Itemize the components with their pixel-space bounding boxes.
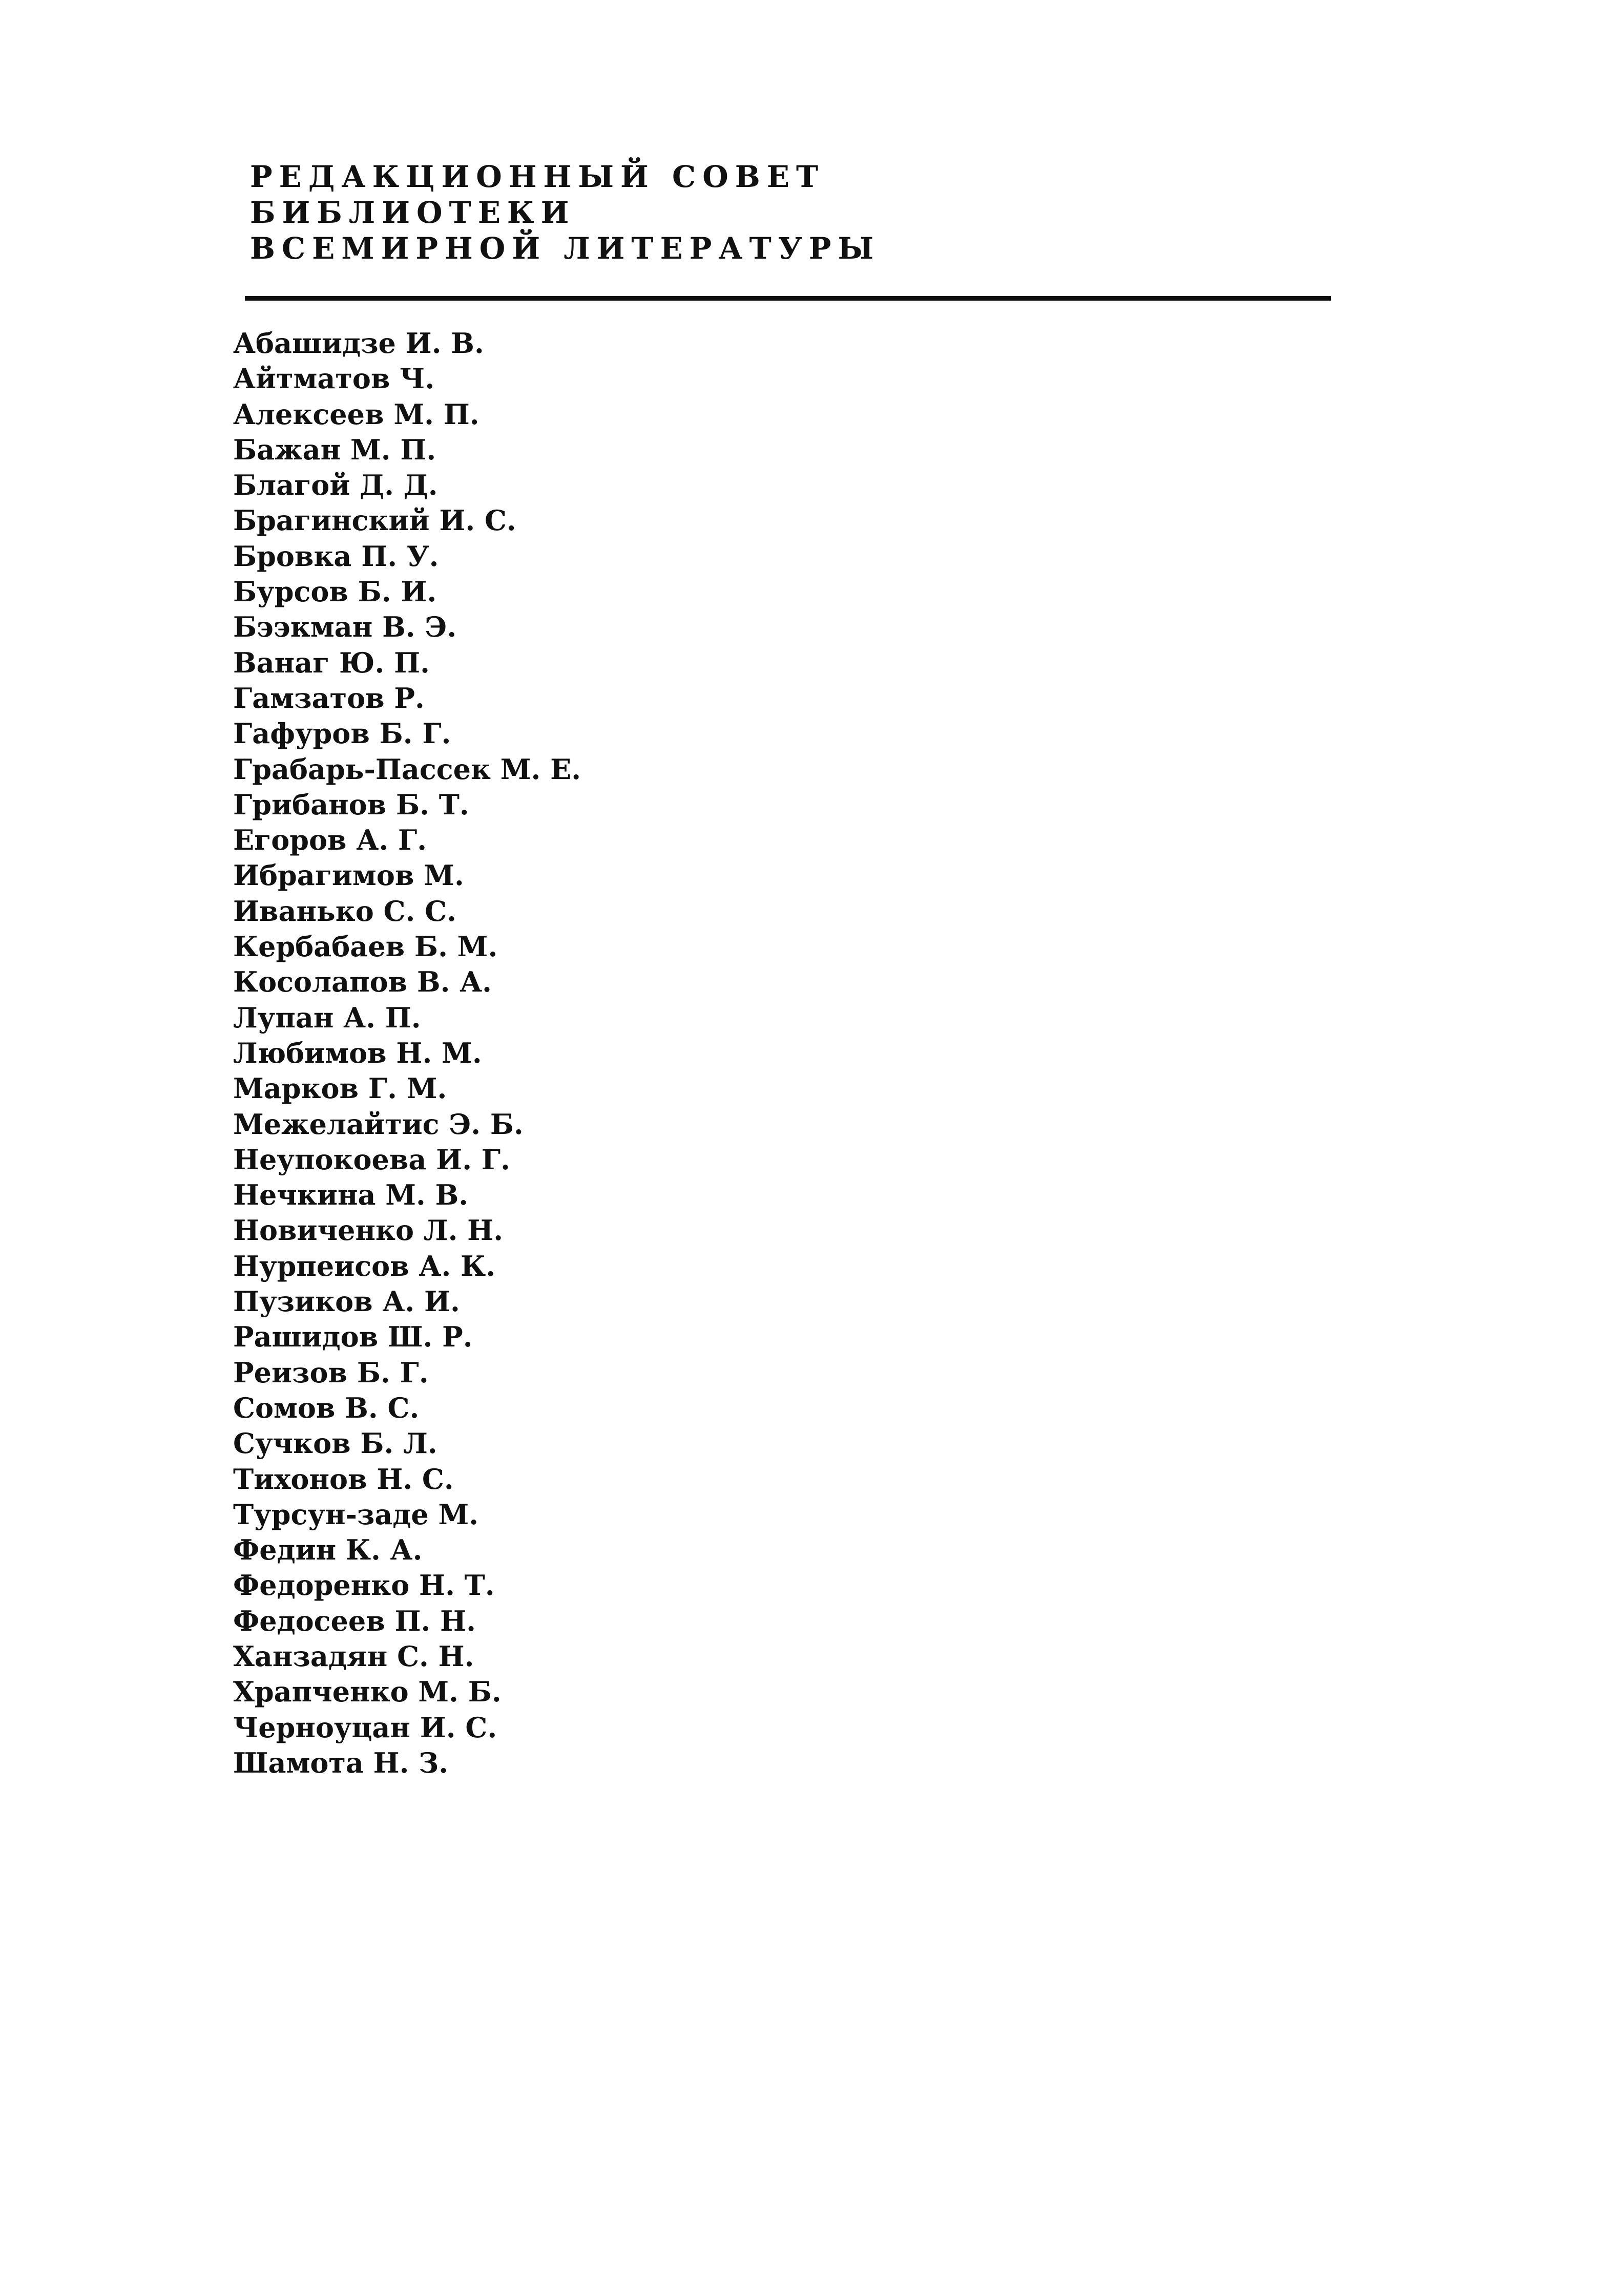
list-item: Турсун-заде М. (233, 1498, 479, 1531)
list-item: Иванько С. С. (233, 894, 456, 928)
page-heading (250, 159, 1326, 266)
list-item: Нурпеисов А. К. (233, 1249, 495, 1282)
list-item: Егоров А. Г. (233, 824, 427, 857)
list-item: Абашидзе И. В. (233, 327, 484, 360)
list-item: Ибрагимов М. (233, 859, 464, 892)
list-item: Храпченко М. Б. (233, 1675, 502, 1709)
list-item: Любимов Н. М. (233, 1036, 482, 1069)
heading-divider (245, 296, 1331, 301)
list-item: Шамота Н. З. (233, 1746, 449, 1779)
list-item: Марков Г. М. (233, 1072, 447, 1105)
list-item: Бровка П. У. (233, 539, 439, 573)
list-item: Гафуров Б. Г. (233, 717, 451, 750)
list-item: Сучков Б. Л. (233, 1427, 437, 1460)
list-item: Реизов Б. Г. (233, 1356, 429, 1389)
list-item: Тихонов Н. С. (233, 1462, 454, 1495)
list-item: Сомов В. С. (233, 1391, 420, 1424)
list-item: Бажан М. П. (233, 433, 436, 466)
list-item: Бурсов Б. И. (233, 575, 437, 608)
list-item: Брагинский И. С. (233, 504, 516, 537)
member-list (233, 326, 1053, 1781)
list-item: Благой Д. Д. (233, 469, 438, 502)
list-item: Неупокоева И. Г. (233, 1143, 510, 1176)
heading-line-1: РЕДАКЦИОННЫЙ СОВЕТ (250, 159, 825, 194)
list-item: Рашидов Ш. Р. (233, 1320, 473, 1354)
list-item: Межелайтис Э. Б. (233, 1107, 524, 1141)
list-item: Грибанов Б. Т. (233, 788, 469, 821)
list-item: Косолапов В. А. (233, 965, 492, 999)
list-item: Бээкман В. Э. (233, 610, 457, 644)
list-item: Лупан А. П. (233, 1001, 421, 1034)
list-item: Грабарь-Пассек М. Е. (233, 752, 581, 786)
list-item: Ханзадян С. Н. (233, 1639, 474, 1673)
list-item: Федосеев П. Н. (233, 1604, 476, 1637)
list-item: Новиченко Л. Н. (233, 1214, 504, 1247)
list-item: Федоренко Н. Т. (233, 1569, 495, 1602)
list-item: Гамзатов Р. (233, 681, 425, 714)
list-item: Нечкина М. В. (233, 1178, 469, 1212)
list-item: Айтматов Ч. (233, 362, 435, 395)
list-item: Федин К. А. (233, 1533, 423, 1567)
list-item: Ванаг Ю. П. (233, 646, 430, 679)
list-item: Черноуцан И. С. (233, 1711, 497, 1744)
heading-line-2: БИБЛИОТЕКИ (250, 195, 576, 230)
list-item: Кербабаев Б. М. (233, 930, 498, 963)
list-item: Алексеев М. П. (233, 397, 479, 431)
list-item: Пузиков А. И. (233, 1285, 460, 1318)
heading-line-3: ВСЕМИРНОЙ ЛИТЕРАТУРЫ (250, 231, 881, 266)
